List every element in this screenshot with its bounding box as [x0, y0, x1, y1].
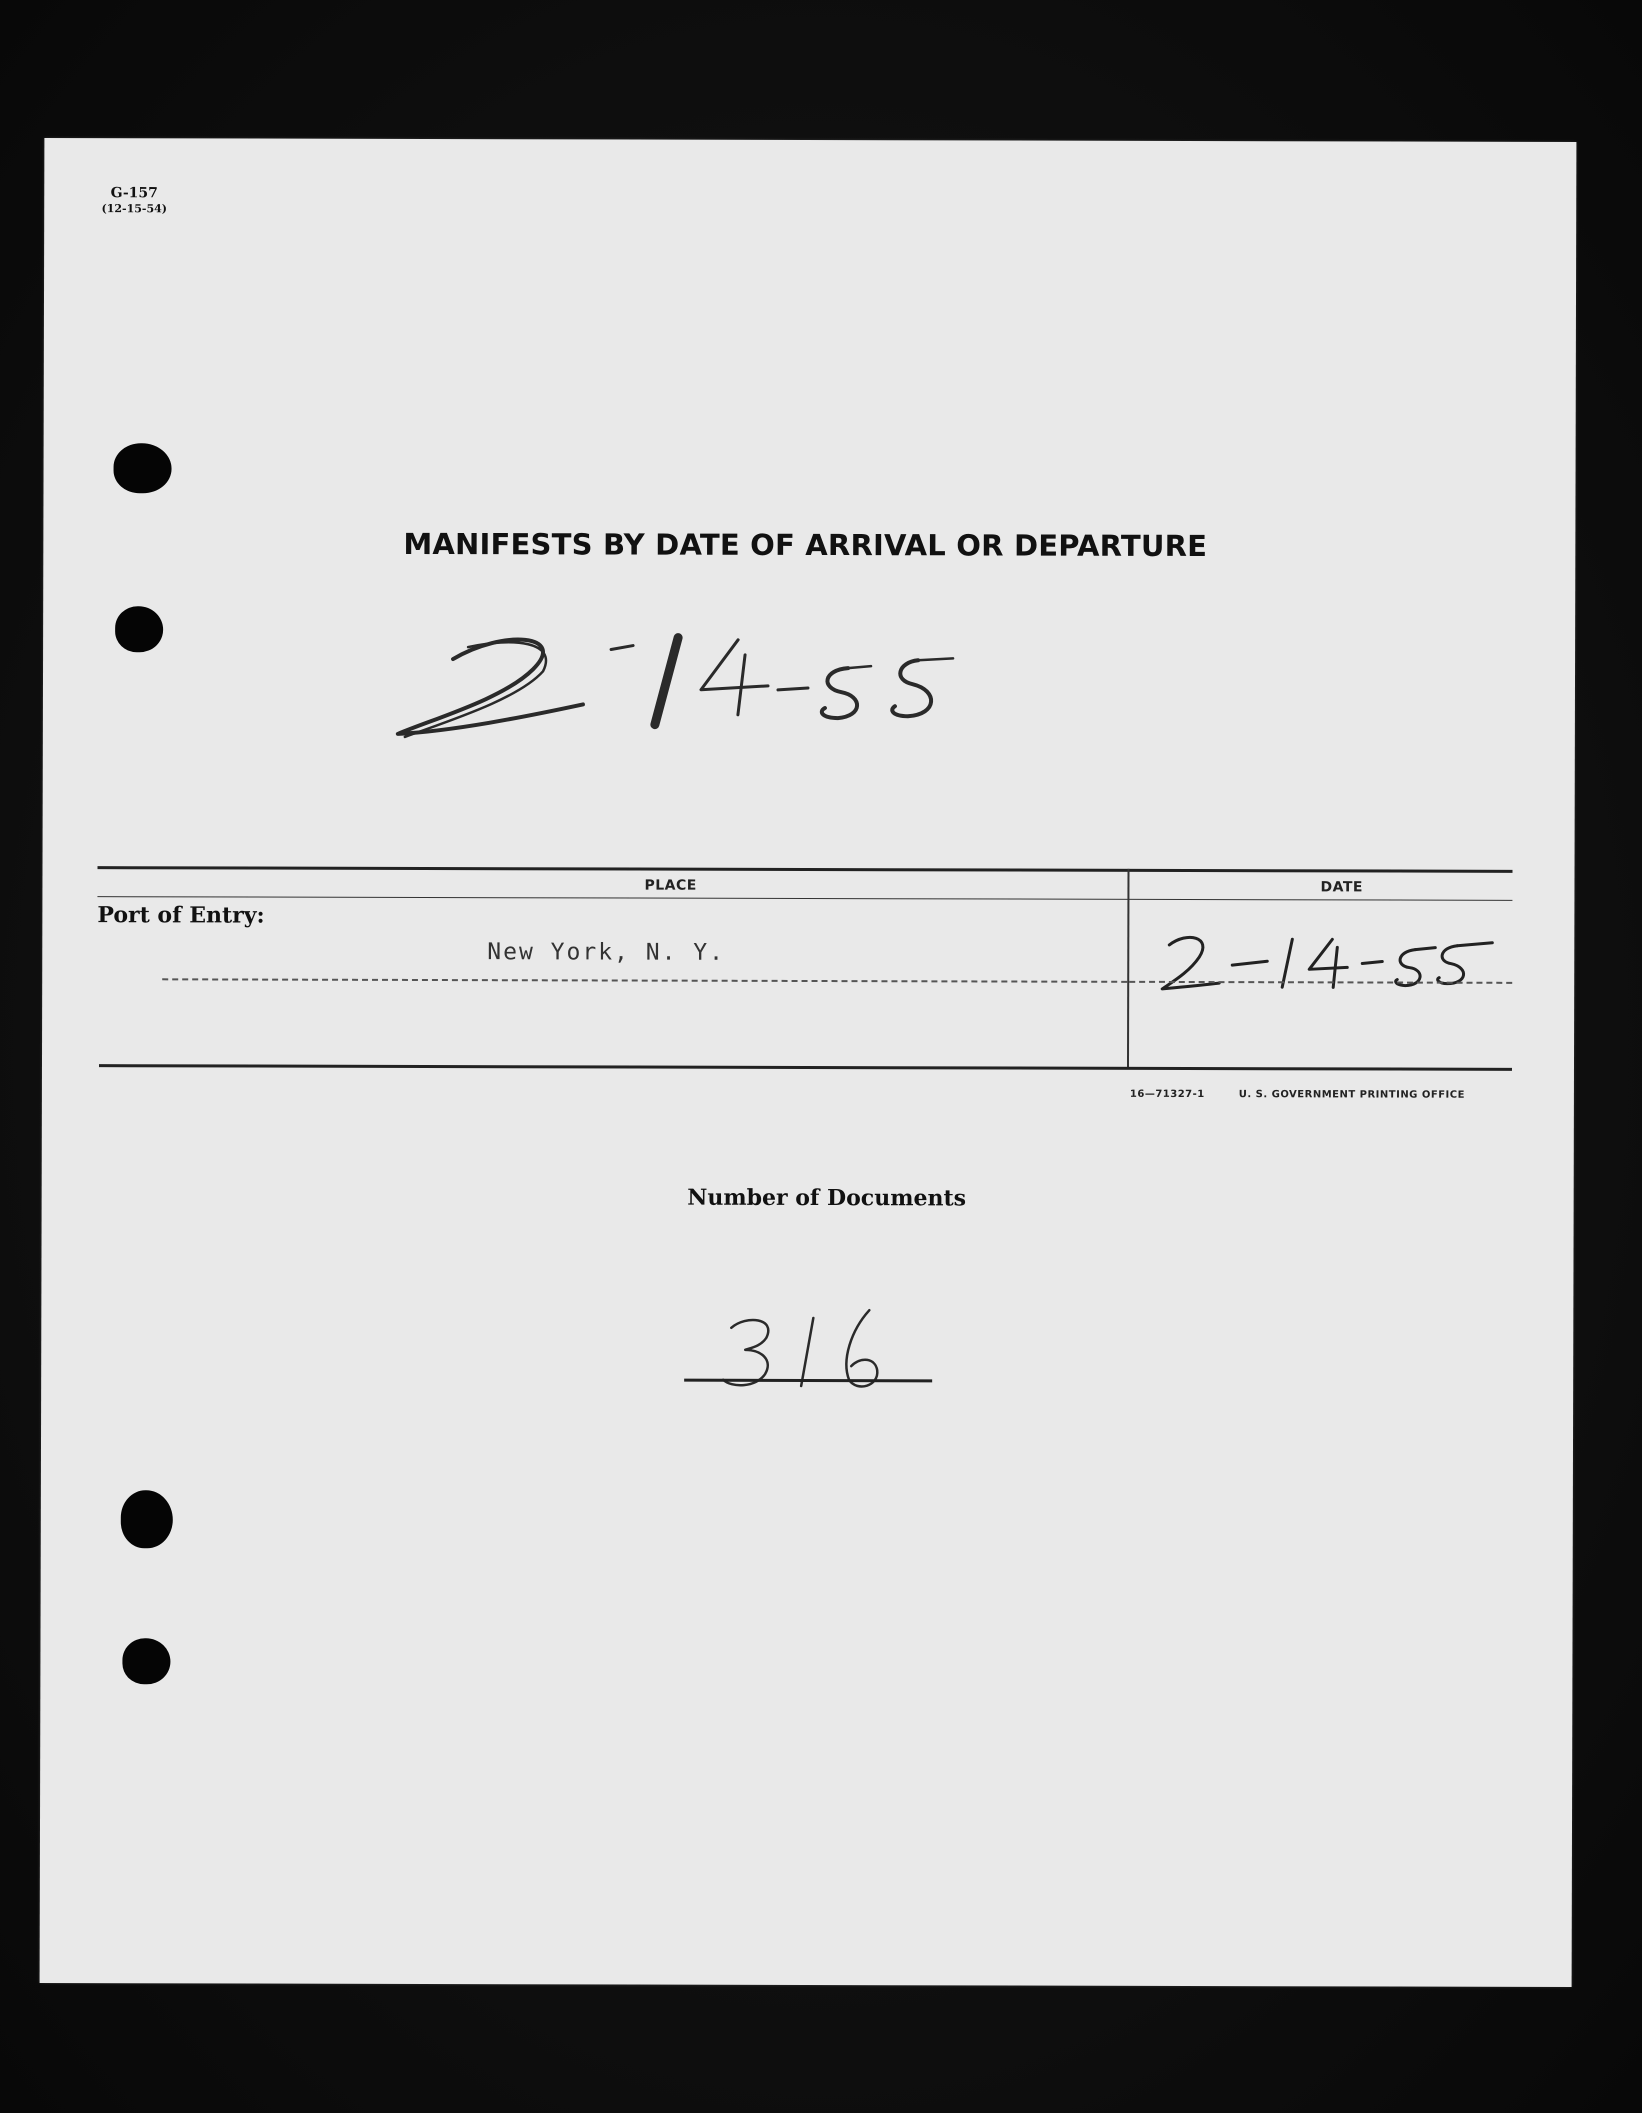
- table-top-rule: [98, 866, 1513, 873]
- punch-hole: [115, 606, 163, 652]
- punch-hole: [121, 1490, 173, 1548]
- printer-name: U. S. GOVERNMENT PRINTING OFFICE: [1238, 1089, 1465, 1101]
- handwritten-document-count: [701, 1300, 991, 1401]
- form-number: G-157: [110, 185, 158, 202]
- table-bottom-rule: [99, 1064, 1512, 1071]
- punch-hole: [113, 443, 171, 493]
- form-code: 16—71327-1: [1129, 1088, 1205, 1101]
- handwritten-date-small: [1157, 927, 1497, 998]
- place-dotted-line: [162, 978, 1127, 983]
- document-count-underline: [684, 1379, 932, 1383]
- port-of-entry-table: [97, 866, 1513, 1080]
- date-column-header: DATE: [1320, 879, 1363, 896]
- place-column-header: PLACE: [644, 877, 697, 894]
- place-value: New York, N. Y.: [487, 939, 726, 966]
- manifest-cover-sheet: [40, 138, 1577, 1987]
- header-underline: [97, 896, 1512, 901]
- punch-hole: [122, 1638, 170, 1684]
- number-of-documents-label: Number of Documents: [687, 1184, 967, 1212]
- column-divider: [1127, 869, 1130, 1069]
- port-of-entry-label: Port of Entry:: [97, 902, 265, 929]
- handwritten-date-large: [393, 619, 1153, 761]
- page-title: MANIFESTS BY DATE OF ARRIVAL OR DEPARTURE: [403, 526, 1208, 564]
- form-number-block: [94, 186, 174, 216]
- form-revision-date: (12-15-54): [101, 202, 167, 216]
- printer-imprint: [1130, 1089, 1499, 1101]
